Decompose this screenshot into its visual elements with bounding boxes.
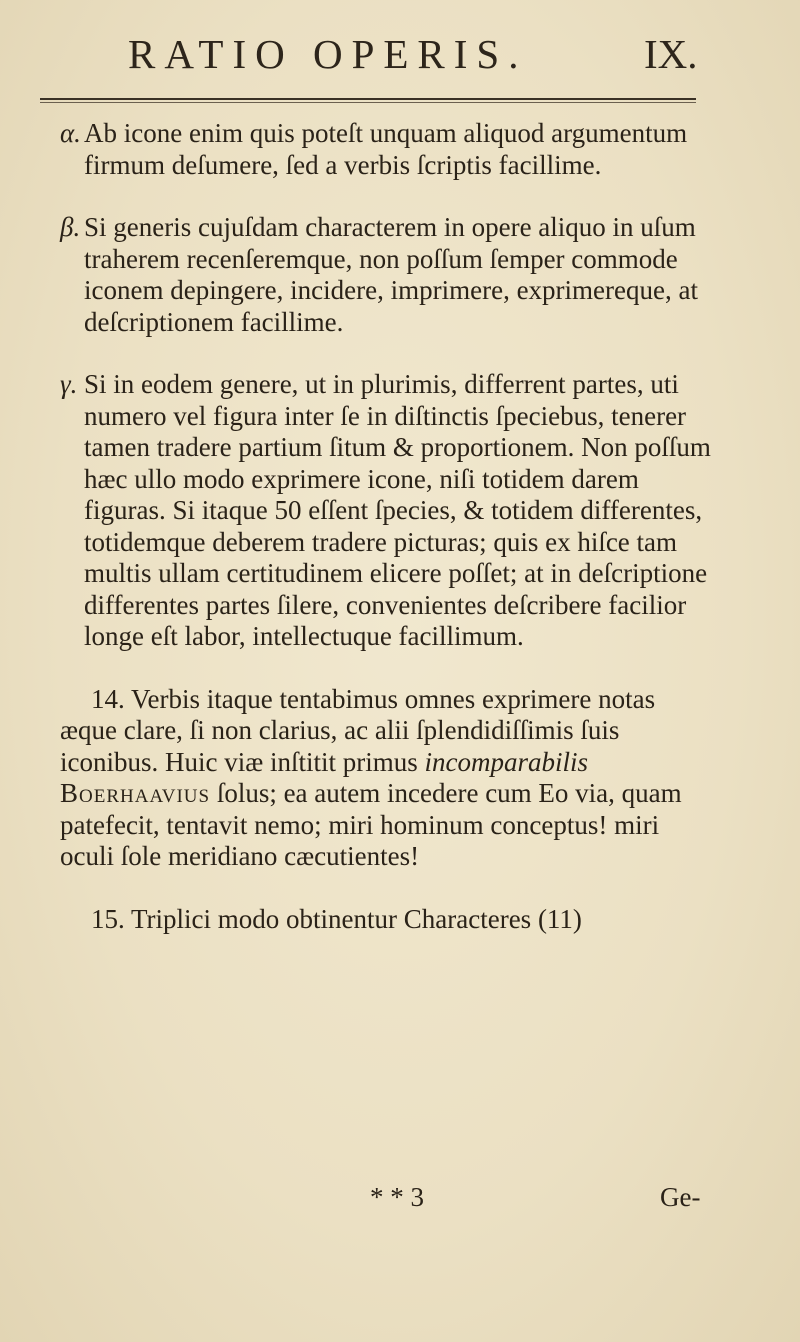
page-footer (0, 1182, 800, 1222)
body-text (60, 118, 712, 935)
paragraph-14 (60, 684, 712, 873)
paragraph-number: 14. (91, 683, 125, 714)
paragraph-text: Triplici modo obtinentur Characteres (11) (131, 903, 582, 934)
page-number: IX. (644, 31, 698, 77)
paragraph-15 (60, 904, 712, 936)
signature-mark: * * 3 (370, 1182, 424, 1212)
header-rule (40, 98, 696, 100)
paragraph-text: Ab icone enim quis poteſt unquam aliquod argumentum firmum deſumere, ſed a verbis ſcriptis facillime. (84, 118, 688, 180)
running-title: RATIO OPERIS. (128, 31, 528, 77)
header-rule-thin (40, 102, 696, 103)
paragraph-beta (60, 212, 712, 338)
paragraph-gamma (60, 369, 712, 653)
italic-word: incomparabilis (424, 746, 589, 777)
paragraph-number: 15. (91, 903, 125, 934)
paragraph-text: Si generis cujuſdam characterem in opere aliquo in uſum traherem recenſeremque, non poſſum ſemper commode iconem depingere, incidere, imprimere, exprimereque, at deſcriptionem facillime. (84, 212, 698, 337)
item-marker: γ. (60, 369, 78, 399)
author-name: Boerhaavius (60, 778, 211, 808)
page-header (0, 30, 800, 80)
item-marker: β. (60, 212, 81, 242)
item-marker: α. (60, 118, 81, 148)
paragraph-text: Si in eodem genere, ut in plurimis, differrent partes, uti numero vel figura inter ſe in diſtinctis ſpeciebus, tenerer tamen tradere partium ſitum & proportionem. Non poſſum hæc ullo modo exprimere icone, niſi totidem darem figuras. Si itaque 50 eſſent ſpecies, & totidem differentes, totidemque deberem tradere picturas; quis ex hiſce tam multis ullam certitudinem elicere poſſet; at in deſcriptione differentes partes ſilere, convenientes deſcribere facilior longe eſt labor, intellectuque facillimum. (84, 369, 711, 651)
paragraph-text-continued: ſolus; ea autem incedere cum Eo via, quam patefecit, tentavit nemo; miri hominum conceptus! miri oculi ſole meridiano cæcutientes! (60, 778, 682, 871)
catchword: Ge- (660, 1182, 701, 1212)
paragraph-text: Verbis itaque tentabimus omnes exprimere notas æque clare, ſi non clarius, ac alii ſplendidiſſimis ſuis iconibus. Huic viæ inſtitit primus (60, 683, 656, 777)
paragraph-alpha (60, 118, 712, 181)
